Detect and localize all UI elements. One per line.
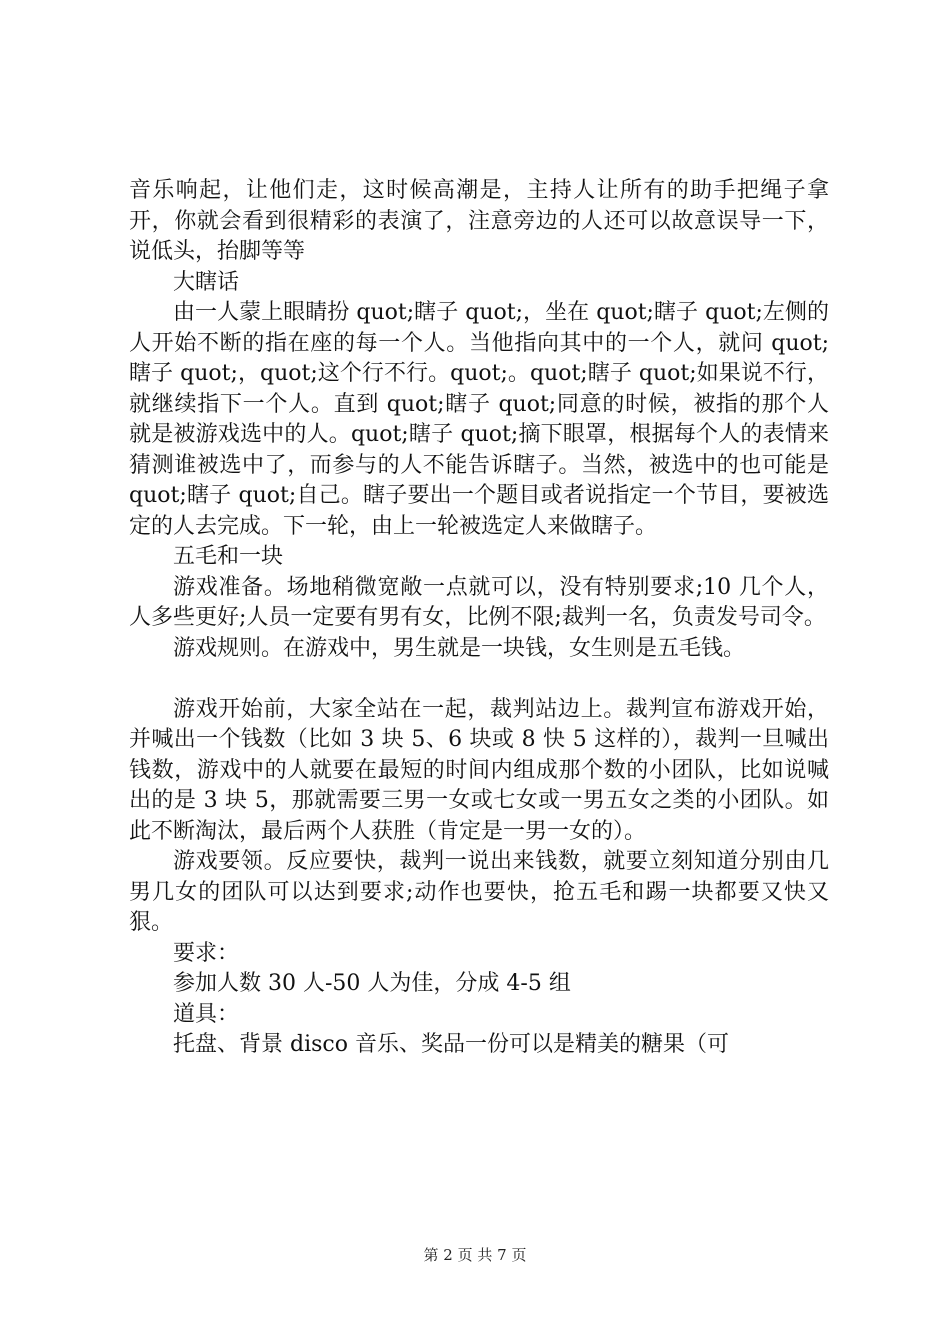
section-heading-wu-mao-yi-kuai: 五毛和一块 (173, 544, 284, 569)
page-number-footer: 第 2 页 共 7 页 (423, 1246, 527, 1264)
document-body (129, 176, 829, 1061)
label-props: 道具： (173, 1001, 240, 1027)
paragraph-participants: 参加人数 30 人-50 人为佳，分成 4-5 组 (173, 971, 571, 996)
paragraph-game-rules: 游戏规则。在游戏中，男生就是一块钱，女生则是五毛钱。 (173, 635, 746, 661)
paragraph-game-prep: 游戏准备。场地稍微宽敞一点就可以，没有特别要求;10 几个人，人多些更好;人员一定要有男有女，比例不限;裁判一名，负责发号司令。 (129, 574, 829, 630)
paragraph-blindfold-game: 由一人蒙上眼睛扮 quot;瞎子 quot;，坐在 quot;瞎子 quot;左侧的人开始不断的指在座的每一个人。当他指向其中的一个人，就问 quot;瞎子 quot;，quot;这个行不行。quot;。quot;瞎子 quot;如果说不行，就继续指下一个人。直到 quot;瞎子 quot;同意的时候，被指的那个人就是被游戏选中的人。quot;瞎子 quot;摘下眼罩，根据每个人的表情来猜测谁被选中了，而参与的人不能告诉瞎子。当然，被选中的也可能是 quot;瞎子 quot;自己。瞎子要出一个题目或者说指定一个节目，要被选定的人去完成。下一轮，由上一轮被选定人来做瞎子。 (129, 300, 829, 539)
label-requirements: 要求： (173, 940, 240, 966)
section-heading-da-xia-hua: 大瞎话 (173, 269, 240, 295)
paragraph-game-start: 游戏开始前，大家全站在一起，裁判站边上。裁判宣布游戏开始，并喊出一个钱数（比如 3 块 5、6 块或 8 快 5 这样的），裁判一旦喊出钱数，游戏中的人就要在最短的时间内组成那个数的小团队，比如说喊出的是 3 块 5，那就需要三男一女或七女或一男五女之类的小团队。如此不断淘汰，最后两个人获胜（肯定是一男一女的）。 (129, 696, 829, 844)
paragraph-game-tips: 游戏要领。反应要快，裁判一说出来钱数，就要立刻知道分别由几男几女的团队可以达到要求;动作也要快，抢五毛和踢一块都要又快又狠。 (129, 849, 829, 935)
blank-line (129, 664, 829, 695)
paragraph-intro: 音乐响起，让他们走，这时候高潮是，主持人让所有的助手把绳子拿开，你就会看到很精彩的表演了，注意旁边的人还可以故意误导一下，说低头，抬脚等等 (129, 178, 829, 264)
paragraph-props-list: 托盘、背景 disco 音乐、奖品一份可以是精美的糖果（可 (173, 1032, 729, 1057)
